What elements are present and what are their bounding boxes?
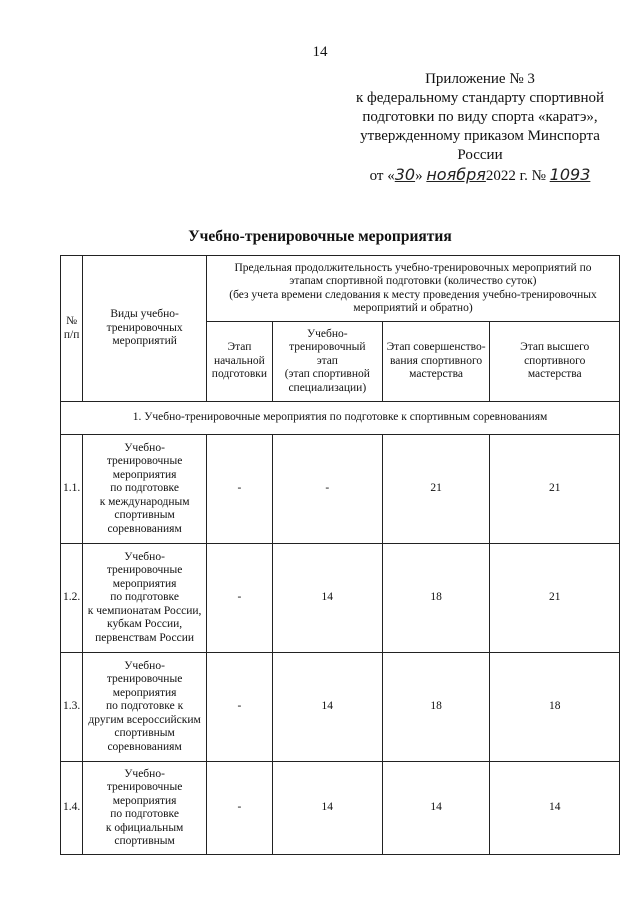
- header-kind: Виды учебно- тренировочных мероприятий: [83, 256, 207, 402]
- row-stage-training: 14: [272, 653, 382, 762]
- header-stage-training: Учебно- тренировочный этап (этап спортивной специализации): [272, 322, 382, 402]
- row-stage-training: -: [272, 435, 382, 544]
- handwritten-order-number: 1093: [549, 165, 591, 184]
- row-stage-higher: 21: [490, 544, 620, 653]
- row-stage-training: 14: [272, 762, 382, 855]
- row-name: Учебно- тренировочные мероприятия по подготовке к чемпионатам России, кубкам России, первенствам России: [83, 544, 207, 653]
- row-number: 1.3.: [61, 653, 83, 762]
- header-stage-higher: Этап высшего спортивного мастерства: [490, 322, 620, 402]
- events-table: [60, 255, 620, 855]
- row-stage-improvement: 14: [382, 762, 490, 855]
- row-stage-initial: -: [206, 762, 272, 855]
- page-number: 14: [312, 44, 328, 60]
- row-stage-training: 14: [272, 544, 382, 653]
- header-stage-improvement: Этап совершенство- вания спортивного мастерства: [382, 322, 490, 402]
- row-stage-improvement: 18: [382, 653, 490, 762]
- row-number: 1.2.: [61, 544, 83, 653]
- order-date-line: [320, 165, 640, 186]
- table-row: [61, 762, 620, 855]
- row-stage-higher: 14: [490, 762, 620, 855]
- handwritten-day: 30: [394, 165, 416, 184]
- row-number: 1.4.: [61, 762, 83, 855]
- header-num: № п/п: [61, 256, 83, 402]
- date-prefix: от «: [369, 168, 395, 184]
- table-row: [61, 435, 620, 544]
- row-stage-improvement: 21: [382, 435, 490, 544]
- section-title: 1. Учебно-тренировочные мероприятия по подготовке к спортивным соревнованиям: [61, 402, 620, 435]
- row-stage-higher: 18: [490, 653, 620, 762]
- row-name: Учебно- тренировочные мероприятия по подготовке к международным спортивным соревнованиям: [83, 435, 207, 544]
- appendix-line: Приложение № 3: [425, 71, 535, 87]
- date-quote: »: [415, 168, 427, 184]
- appendix-line: утвержденному приказом Минспорта: [360, 128, 600, 144]
- row-stage-initial: -: [206, 653, 272, 762]
- row-stage-initial: -: [206, 544, 272, 653]
- row-name: Учебно- тренировочные мероприятия по подготовке к официальным спортивным: [83, 762, 207, 855]
- table-row: [61, 653, 620, 762]
- row-name: Учебно- тренировочные мероприятия по подготовке к другим всероссийским спортивным соревнованиям: [83, 653, 207, 762]
- header-row: [61, 256, 620, 322]
- row-stage-higher: 21: [490, 435, 620, 544]
- year-text: 2022 г. №: [485, 168, 550, 184]
- row-number: 1.1.: [61, 435, 83, 544]
- appendix-line: России: [457, 147, 503, 163]
- section-row: [61, 402, 620, 435]
- handwritten-month: ноября: [426, 165, 486, 184]
- header-duration-group: Предельная продолжительность учебно-тренировочных мероприятий по этапам спортивной подготовки (количество суток) (без учета времени следования к месту проведения учебно-тренировочных мероприятий и обратно): [206, 256, 619, 322]
- appendix-line: подготовки по виду спорта «каратэ»,: [362, 109, 598, 125]
- row-stage-improvement: 18: [382, 544, 490, 653]
- appendix-block: [320, 70, 640, 186]
- appendix-line: к федеральному стандарту спортивной: [355, 90, 605, 106]
- header-stage-initial: Этап начальной подготовки: [206, 322, 272, 402]
- table-row: [61, 544, 620, 653]
- document-title: Учебно-тренировочные мероприятия: [188, 228, 452, 245]
- row-stage-initial: -: [206, 435, 272, 544]
